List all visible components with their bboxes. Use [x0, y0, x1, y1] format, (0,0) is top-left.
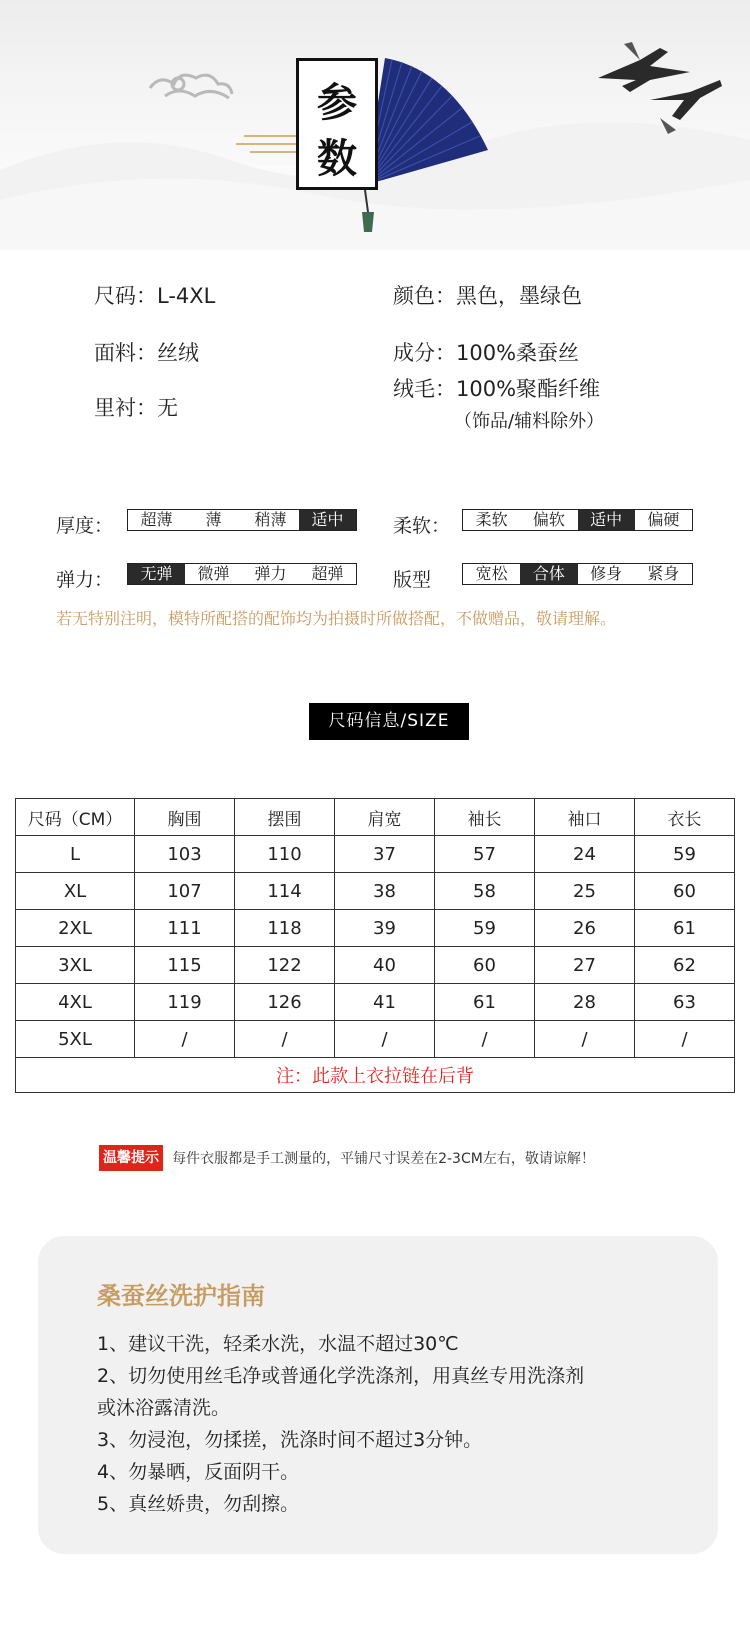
- table-row: [16, 1021, 735, 1058]
- fit-label: 版型: [393, 569, 432, 591]
- thickness-option: 薄: [205, 510, 222, 529]
- measurement-tip: [99, 1145, 595, 1171]
- size-info-badge: 尺码信息/SIZE: [309, 703, 469, 740]
- table-header-cell: 胸围: [135, 799, 235, 836]
- measurement-cell: 119: [135, 984, 235, 1021]
- title-char-1: 参: [317, 79, 357, 126]
- cloud-icon: [150, 75, 232, 98]
- measurement-cell: 38: [335, 873, 435, 910]
- table-row: [16, 836, 735, 873]
- table-header-cell: 尺码（CM）: [16, 799, 135, 836]
- crane-icon: [598, 42, 722, 134]
- elasticity-scale: [127, 563, 357, 585]
- measurement-cell: 122: [235, 947, 335, 984]
- measurement-cell: 60: [635, 873, 735, 910]
- care-item: 5、真丝娇贵，勿刮擦。: [97, 1493, 300, 1515]
- thickness-label: 厚度：: [56, 515, 114, 537]
- header-banner: [0, 0, 750, 250]
- size-label-cell: 3XL: [16, 947, 135, 984]
- table-header-cell: 袖口: [535, 799, 635, 836]
- measurement-cell: 126: [235, 984, 335, 1021]
- measurement-cell: 115: [135, 947, 235, 984]
- zipper-note: 注：此款上衣拉链在后背: [16, 1058, 735, 1093]
- table-header-row: [16, 799, 735, 836]
- size-label-cell: 2XL: [16, 910, 135, 947]
- elasticity-option: 弹力: [254, 564, 287, 583]
- measurement-cell: 61: [635, 910, 735, 947]
- measurement-cell: 39: [335, 910, 435, 947]
- size-label-cell: XL: [16, 873, 135, 910]
- table-row: [16, 910, 735, 947]
- care-guide-title: 桑蚕丝洗护指南: [97, 1282, 265, 1310]
- accessory-notice: 若无特别注明，模特所配搭的配饰均为拍摄时所做搭配，不做赠品，敬请理解。: [56, 609, 617, 628]
- measurement-cell: 25: [535, 873, 635, 910]
- care-guide-list: [97, 1328, 697, 1520]
- measurement-cell: 24: [535, 836, 635, 873]
- table-header-cell: 袖长: [435, 799, 535, 836]
- softness-option: 偏软: [532, 510, 565, 529]
- measurement-cell: 63: [635, 984, 735, 1021]
- care-guide-card: [38, 1236, 718, 1554]
- measurement-cell: 26: [535, 910, 635, 947]
- fit-option: 紧身: [647, 564, 680, 583]
- fit-scale: [462, 563, 693, 585]
- measurement-cell: 61: [435, 984, 535, 1021]
- measurement-cell: /: [435, 1021, 535, 1058]
- measurement-cell: 40: [335, 947, 435, 984]
- measurement-cell: /: [235, 1021, 335, 1058]
- measurement-cell: 111: [135, 910, 235, 947]
- thickness-option: 稍薄: [254, 510, 287, 529]
- spec-composition: 成分：100%桑蚕丝: [393, 341, 580, 365]
- softness-option: 柔软: [475, 510, 508, 529]
- elasticity-option: 无弹: [128, 564, 185, 584]
- size-label-cell: 5XL: [16, 1021, 135, 1058]
- care-item: 1、建议干洗，轻柔水洗，水温不超过30℃: [97, 1333, 459, 1355]
- table-header-cell: 衣长: [635, 799, 735, 836]
- measurement-cell: 59: [635, 836, 735, 873]
- spec-lining: 里衬：无: [94, 396, 178, 420]
- tip-text: 每件衣服都是手工测量的，平铺尺寸误差在2-3CM左右，敬请谅解！: [172, 1151, 595, 1167]
- thickness-scale: [127, 509, 357, 531]
- spec-pile: 绒毛：100%聚酯纤维: [393, 377, 601, 401]
- measurement-cell: /: [335, 1021, 435, 1058]
- measurement-cell: 118: [235, 910, 335, 947]
- measurement-cell: 103: [135, 836, 235, 873]
- measurement-cell: 107: [135, 873, 235, 910]
- table-row: [16, 947, 735, 984]
- measurement-cell: 110: [235, 836, 335, 873]
- thickness-option: 超薄: [140, 510, 173, 529]
- measurement-cell: 28: [535, 984, 635, 1021]
- size-label-cell: L: [16, 836, 135, 873]
- care-item: 3、勿浸泡，勿揉搓，洗涤时间不超过3分钟。: [97, 1429, 483, 1451]
- spec-pile-note: （饰品/辅料除外）: [454, 411, 605, 432]
- spec-size: 尺码：L-4XL: [94, 284, 216, 308]
- tip-tag: 温馨提示: [99, 1145, 163, 1171]
- table-header-cell: 摆围: [235, 799, 335, 836]
- table-note-row: [16, 1058, 735, 1093]
- measurement-cell: /: [135, 1021, 235, 1058]
- softness-label: 柔软：: [393, 515, 451, 537]
- thickness-option: 适中: [299, 510, 356, 530]
- softness-scale: [462, 509, 693, 531]
- measurement-cell: 58: [435, 873, 535, 910]
- elasticity-label: 弹力：: [56, 569, 114, 591]
- title-card: [296, 58, 378, 190]
- fit-option: 修身: [590, 564, 623, 583]
- elasticity-option: 微弹: [197, 564, 230, 583]
- size-table: [15, 798, 735, 1093]
- fit-option: 合体: [520, 564, 577, 584]
- spec-color: 颜色：黑色，墨绿色: [393, 284, 582, 308]
- size-label-cell: 4XL: [16, 984, 135, 1021]
- measurement-cell: /: [635, 1021, 735, 1058]
- table-row: [16, 873, 735, 910]
- measurement-cell: /: [535, 1021, 635, 1058]
- table-row: [16, 984, 735, 1021]
- elasticity-option: 超弹: [311, 564, 344, 583]
- title-char-2: 数: [317, 135, 357, 182]
- measurement-cell: 37: [335, 836, 435, 873]
- care-item: 2、切勿使用丝毛净或普通化学洗涤剂，用真丝专用洗涤剂: [97, 1365, 585, 1387]
- measurement-cell: 62: [635, 947, 735, 984]
- measurement-cell: 59: [435, 910, 535, 947]
- measurement-cell: 27: [535, 947, 635, 984]
- spec-fabric: 面料：丝绒: [94, 341, 199, 365]
- fit-option: 宽松: [475, 564, 508, 583]
- softness-option: 偏硬: [647, 510, 680, 529]
- care-item: 或沐浴露清洗。: [97, 1397, 231, 1419]
- measurement-cell: 60: [435, 947, 535, 984]
- measurement-cell: 41: [335, 984, 435, 1021]
- softness-option: 适中: [578, 510, 635, 530]
- care-item: 4、勿暴晒，反面阴干。: [97, 1461, 300, 1483]
- table-header-cell: 肩宽: [335, 799, 435, 836]
- measurement-cell: 114: [235, 873, 335, 910]
- measurement-cell: 57: [435, 836, 535, 873]
